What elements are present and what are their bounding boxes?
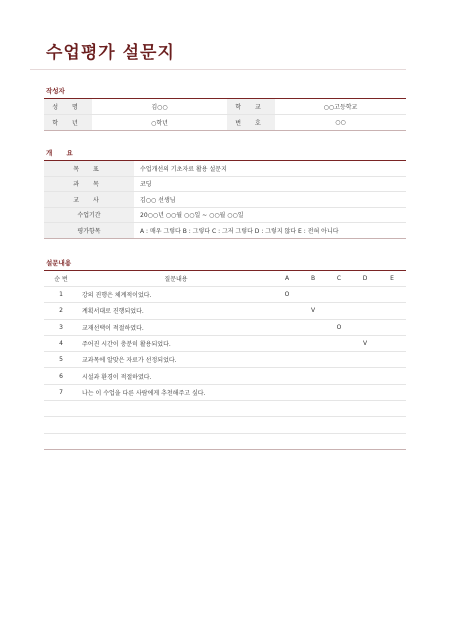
author-row [44, 99, 406, 115]
table-row [44, 401, 406, 417]
question-text [78, 401, 274, 417]
header-e: E [378, 271, 406, 287]
table-row [44, 352, 406, 368]
answer-e[interactable] [378, 417, 406, 433]
name-value: 김○○ [92, 99, 227, 115]
answer-c[interactable] [326, 401, 352, 417]
overview-value: 20○○년 ○○월 ○○일 ~ ○○월 ○○일 [134, 207, 406, 223]
survey-table [44, 270, 406, 450]
answer-e[interactable] [378, 319, 406, 335]
question-number: 5 [44, 352, 78, 368]
table-row [44, 319, 406, 335]
answer-d[interactable] [352, 417, 378, 433]
overview-value: 김○○ 선생님 [134, 192, 406, 208]
answer-c[interactable] [326, 384, 352, 400]
header-content: 질문내용 [78, 271, 274, 287]
question-text: 시설과 환경이 적절하였다. [78, 368, 274, 384]
table-row [44, 287, 406, 303]
answer-c[interactable] [326, 368, 352, 384]
answer-b[interactable] [300, 319, 326, 335]
answer-d[interactable] [352, 384, 378, 400]
table-row [44, 384, 406, 400]
answer-b[interactable] [300, 401, 326, 417]
overview-row [44, 223, 406, 239]
grade-value: ○학년 [92, 115, 227, 131]
answer-c[interactable] [326, 352, 352, 368]
header-a: A [274, 271, 300, 287]
question-number: 7 [44, 384, 78, 400]
question-number [44, 433, 78, 449]
answer-c[interactable] [326, 287, 352, 303]
answer-d[interactable] [352, 352, 378, 368]
answer-a[interactable] [274, 319, 300, 335]
overview-label: 평가항목 [44, 223, 134, 239]
author-section-label: 작성자 [46, 87, 65, 95]
answer-b[interactable]: V [300, 303, 326, 319]
overview-row [44, 192, 406, 208]
question-text: 강의 진행은 체계적이었다. [78, 287, 274, 303]
student-number-value: ○○ [275, 115, 406, 131]
question-text: 나는 이 수업을 다른 사람에게 추천해주고 싶다. [78, 384, 274, 400]
overview-label: 교 사 [44, 192, 134, 208]
table-row [44, 335, 406, 351]
school-value: ○○고등학교 [275, 99, 406, 115]
overview-value: A : 매우 그렇다 B : 그렇다 C : 그저 그렇다 D : 그렇지 않다 E : 전혀 아니다 [134, 223, 406, 239]
answer-a[interactable] [274, 433, 300, 449]
answer-e[interactable] [378, 368, 406, 384]
question-number: 6 [44, 368, 78, 384]
header-b: B [300, 271, 326, 287]
question-number [44, 417, 78, 433]
question-text: 교재선택이 적절하였다. [78, 319, 274, 335]
answer-e[interactable] [378, 401, 406, 417]
question-number [44, 401, 78, 417]
document-title: 수업평가 설문지 [46, 43, 175, 63]
answer-a[interactable] [274, 417, 300, 433]
answer-e[interactable] [378, 352, 406, 368]
header-num: 순 번 [44, 271, 78, 287]
answer-d[interactable] [352, 319, 378, 335]
question-number: 2 [44, 303, 78, 319]
answer-a[interactable] [274, 368, 300, 384]
answer-b[interactable] [300, 384, 326, 400]
answer-a[interactable] [274, 352, 300, 368]
answer-b[interactable] [300, 417, 326, 433]
answer-a[interactable]: O [274, 287, 300, 303]
answer-b[interactable] [300, 368, 326, 384]
answer-d[interactable]: V [352, 335, 378, 351]
question-number: 4 [44, 335, 78, 351]
question-text [78, 433, 274, 449]
answer-b[interactable] [300, 352, 326, 368]
answer-d[interactable] [352, 433, 378, 449]
answer-e[interactable] [378, 303, 406, 319]
name-label: 성 명 [44, 99, 92, 115]
question-number: 1 [44, 287, 78, 303]
answer-c[interactable] [326, 417, 352, 433]
question-text: 주어진 시간이 충분히 활용되었다. [78, 335, 274, 351]
answer-a[interactable] [274, 384, 300, 400]
answer-d[interactable] [352, 303, 378, 319]
survey-header-row [44, 271, 406, 287]
overview-label: 목 표 [44, 161, 134, 177]
answer-c[interactable] [326, 303, 352, 319]
answer-a[interactable] [274, 303, 300, 319]
table-row [44, 417, 406, 433]
header-c: C [326, 271, 352, 287]
overview-row [44, 161, 406, 177]
answer-c[interactable] [326, 335, 352, 351]
overview-section-label: 개 요 [46, 149, 79, 157]
survey-body [44, 287, 406, 450]
answer-e[interactable] [378, 287, 406, 303]
answer-c[interactable]: O [326, 319, 352, 335]
answer-e[interactable] [378, 433, 406, 449]
answer-d[interactable] [352, 401, 378, 417]
author-row [44, 115, 406, 131]
answer-e[interactable] [378, 335, 406, 351]
title-divider [30, 69, 406, 70]
header-d: D [352, 271, 378, 287]
answer-d[interactable] [352, 368, 378, 384]
grade-label: 학 년 [44, 115, 92, 131]
table-row [44, 433, 406, 449]
overview-row [44, 176, 406, 192]
question-text [78, 417, 274, 433]
answer-e[interactable] [378, 384, 406, 400]
answer-b[interactable] [300, 287, 326, 303]
author-table [44, 98, 406, 131]
answer-b[interactable] [300, 335, 326, 351]
answer-a[interactable] [274, 335, 300, 351]
overview-row [44, 207, 406, 223]
question-number: 3 [44, 319, 78, 335]
overview-table [44, 160, 406, 239]
answer-d[interactable] [352, 287, 378, 303]
overview-value: 코딩 [134, 176, 406, 192]
school-label: 학 교 [227, 99, 275, 115]
overview-label: 과 목 [44, 176, 134, 192]
table-row [44, 368, 406, 384]
question-text: 계획서대로 진행되었다. [78, 303, 274, 319]
overview-label: 수업기간 [44, 207, 134, 223]
overview-value: 수업개선의 기초자료 활용 설문지 [134, 161, 406, 177]
answer-a[interactable] [274, 401, 300, 417]
student-number-label: 번 호 [227, 115, 275, 131]
table-row [44, 303, 406, 319]
survey-section-label: 설문내용 [46, 259, 72, 267]
question-text: 교과목에 알맞은 자료가 선정되었다. [78, 352, 274, 368]
answer-b[interactable] [300, 433, 326, 449]
answer-c[interactable] [326, 433, 352, 449]
